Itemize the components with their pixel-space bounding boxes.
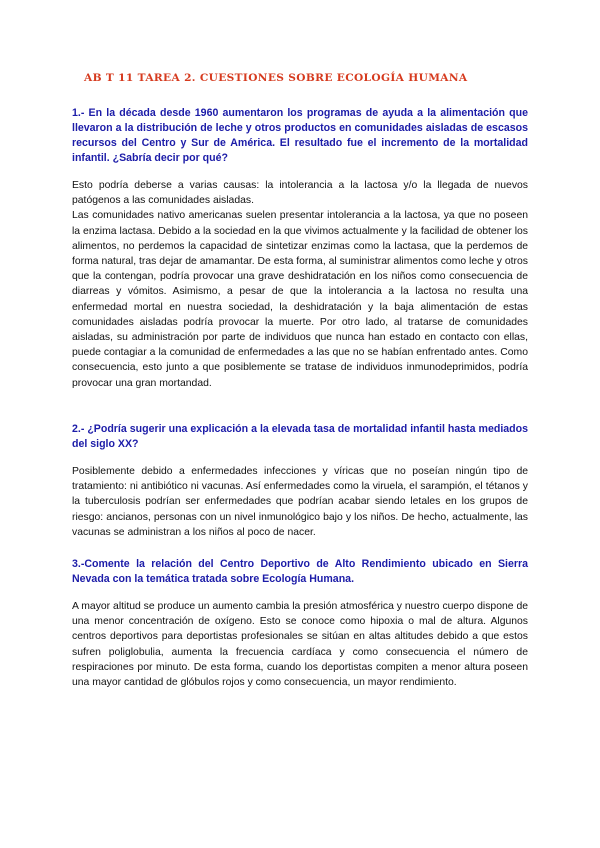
answer-1-paragraph-1: Esto podría deberse a varias causas: la intolerancia a la lactosa y/o la llegada de nuevos patógenos a las comunidades aisladas. bbox=[72, 180, 528, 207]
question-section-1 bbox=[72, 106, 528, 391]
answer-2-paragraph-1: Posiblemente debido a enfermedades infecciones y víricas que no poseían ningún tipo de tratamiento: ni antibiótico ni vacunas. Así enfermedades como la viruela, el sarampión, el tétanos y la tuberculosis podrían ser enfermedades que podrían acabar siendo letales en los grupos de riesgo: ancianos, personas con un nivel inmunológico bajo y los niños. De hecho, actualmente, las vacunas se administran a los niños al poco de nacer. bbox=[72, 466, 528, 538]
question-3: 3.-Comente la relación del Centro Deportivo de Alto Rendimiento ubicado en Sierra Nevada con la temática tratada sobre Ecología Humana. bbox=[72, 558, 528, 585]
question-section-3 bbox=[72, 557, 528, 690]
answer-3-paragraph-1: A mayor altitud se produce un aumento cambia la presión atmosférica y nuestro cuerpo dispone de una menor concentración de oxígeno. Esto se conoce como hipoxia o mal de altura. Algunos centros deportivos para deportistas profesionales se sitúan en altas altitudes debido a que estos sufren poliglobulia, aumenta la frecuencia cardíaca y como consecuencia el número de respiraciones por minuto. De esta forma, cuando los deportistas compiten a menor altura poseen una mayor cantidad de glóbulos rojos y como consecuencia, un mayor rendimiento. bbox=[72, 601, 528, 689]
question-2: 2.- ¿Podría sugerir una explicación a la elevada tasa de mortalidad infantil hasta mediados del siglo XX? bbox=[72, 423, 528, 450]
question-section-2 bbox=[72, 422, 528, 540]
answer-1-paragraph-2: Las comunidades nativo americanas suelen presentar intolerancia a la lactosa, ya que no poseen la enzima lactasa. Debido a la sociedad en la que vivimos actualmente y la facilidad de obtener los alimentos, no perdemos la capacidad de sintetizar enzimas como la lactasa, que la perdemos de forma natural, tras dejar de amamantar. De esta forma, al suministrar alimentos como leche y otros que la contengan, podría provocar una grave deshidratación en los niños como consecuencia de diarreas y vómitos. Asimismo, a pesar de que la intolerancia a la lactosa no resulta una enfermedad mortal en nuestra sociedad, la deshidratación y la baja alimentación de estas comunidades aisladas podría provocar la muerte. Por otro lado, al tratarse de comunidades aisladas, su administración por parte de individuos que nunca han estado en contacto con ellas, puede contagiar a la comunidad de enfermedades a las que no se habían enfrentado antes. Como consecuencia, esto junto a que posiblemente se tratase de individuos inmunodeprimidos, podría provocar una gran mortandad. bbox=[72, 210, 528, 389]
question-1: 1.- En la década desde 1960 aumentaron los programas de ayuda a la alimentación que llevaron a la distribución de leche y otros productos en comunidades aisladas de escasos recursos del Centro y Sur de América. El resultado fue el incremento de la mortalidad infantil. ¿Sabría decir por qué? bbox=[72, 107, 528, 164]
document-title: AB T 11 TAREA 2. CUESTIONES SOBRE ECOLOGÍA HUMANA bbox=[84, 72, 468, 84]
